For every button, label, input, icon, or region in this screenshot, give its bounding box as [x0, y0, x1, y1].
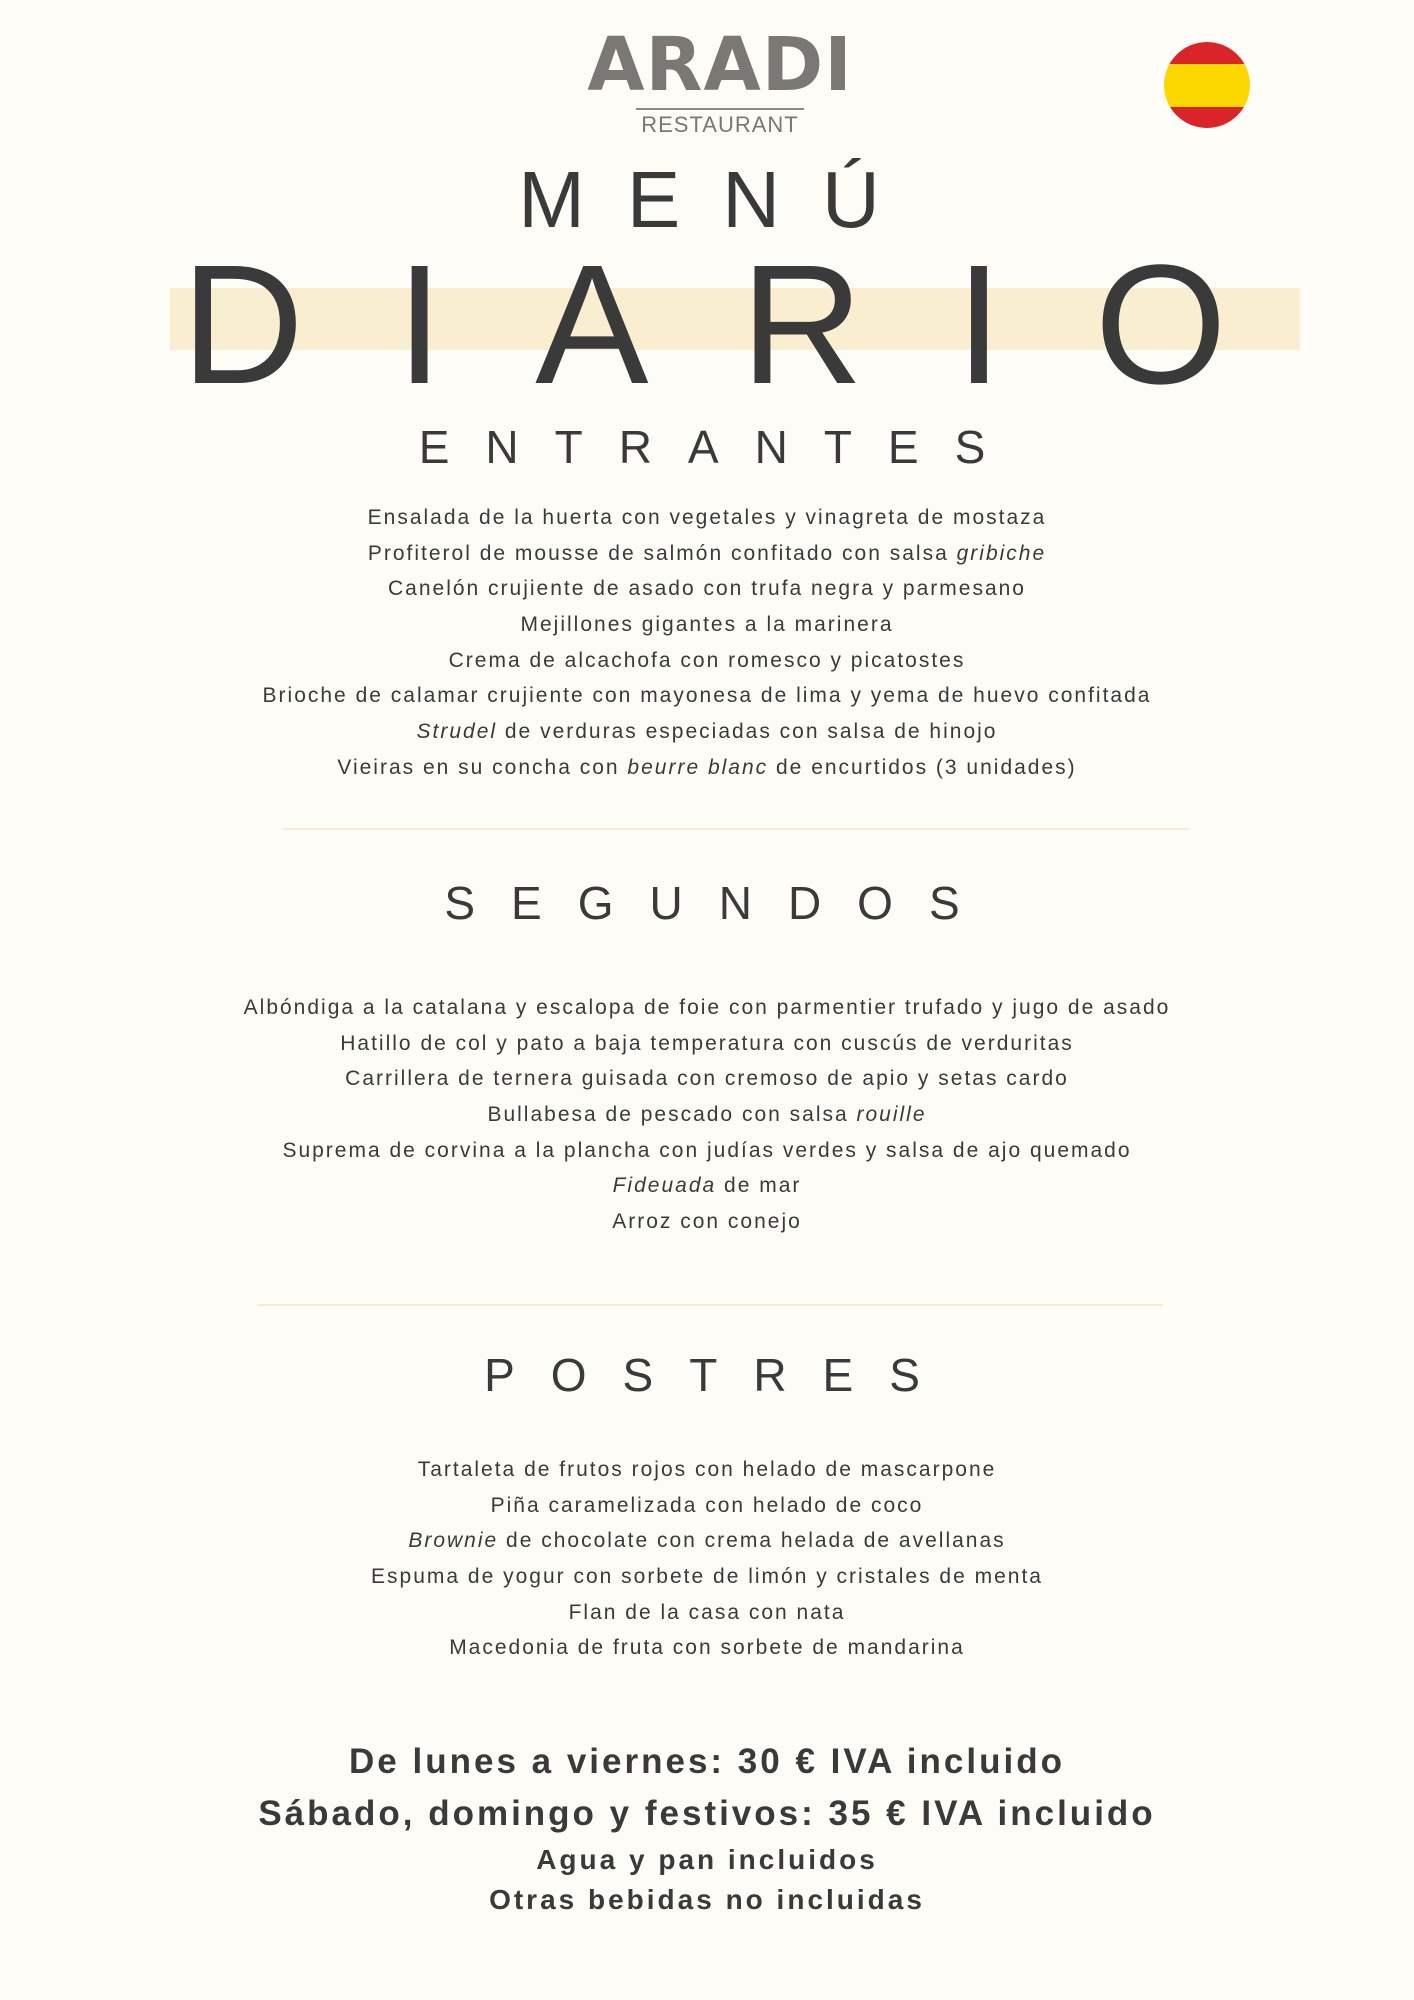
menu-item: Brownie de chocolate con crema helada de avellanas [408, 1529, 1006, 1553]
logo-wordmark: ARADI [587, 22, 853, 108]
menu-item: Vieiras en su concha con beurre blanc de encurtidos (3 unidades) [337, 755, 1077, 779]
menu-item: Macedonia de fruta con sorbete de mandarina [449, 1636, 965, 1660]
menu-item: Albóndiga a la catalana y escalopa de foie con parmentier trufado y jugo de asado [243, 996, 1171, 1019]
menu-item: Espuma de yogur con sorbete de limón y cristales de menta [371, 1565, 1043, 1589]
menu-item: Suprema de corvina a la plancha con judías verdes y salsa de ajo quemado [282, 1138, 1132, 1162]
entrantes-list [0, 500, 1414, 786]
menu-item: Canelón crujiente de asado con trufa negra y parmesano [387, 577, 1026, 601]
title-menu: MENÚ [518, 155, 922, 244]
menu-item: Carrillera de ternera guisada con cremoso de apio y setas cardo [345, 1067, 1069, 1091]
menu-item: Hatillo de col y pato a baja temperatura con cuscús de verduritas [340, 1031, 1074, 1055]
included-note: Agua y pan incluidos [536, 1844, 878, 1875]
menu-item: Fideuada de mar [612, 1174, 802, 1198]
segundos-list [0, 990, 1414, 1240]
menu-item: Brioche de calamar crujiente con mayonesa de lima y yema de huevo confitada [262, 684, 1152, 708]
flag-stripe-middle [1164, 64, 1250, 107]
menu-item: Crema de alcachofa con romesco y picatostes [448, 648, 966, 672]
menu-item: Mejillones gigantes a la marinera [520, 613, 894, 637]
menu-item: Ensalada de la huerta con vegetales y vinagreta de mostaza [367, 506, 1047, 529]
logo-subtitle: RESTAURANT [641, 112, 799, 137]
menu-item: Tartaleta de frutos rojos con helado de mascarpone [417, 1458, 997, 1481]
menu-item: Piña caramelizada con helado de coco [490, 1493, 924, 1517]
price-weekday: De lunes a viernes: 30 € IVA incluido [349, 1742, 1065, 1781]
menu-item: Bullabesa de pescado con salsa rouille [487, 1103, 927, 1127]
spain-flag-icon [1164, 42, 1250, 128]
section-title-segundos: SEGUNDOS [444, 877, 996, 929]
menu-item: Flan de la casa con nata [568, 1600, 846, 1624]
section-divider [283, 828, 1189, 830]
menu-item: Arroz con conejo [612, 1210, 802, 1234]
section-title-postres: POSTRES [484, 1349, 956, 1401]
title-diario: DIARIO [181, 230, 1319, 420]
menu-item: Profiterol de mousse de salmón confitado con salsa gribiche [367, 541, 1047, 565]
menu-item: Strudel de verduras especiadas con salsa de hinojo [416, 720, 998, 744]
price-weekend: Sábado, domingo y festivos: 35 € IVA incluido [258, 1794, 1156, 1833]
excluded-note: Otras bebidas no incluidas [489, 1884, 925, 1915]
postres-list [0, 1452, 1414, 1666]
section-title-entrantes: ENTRANTES [418, 421, 1022, 473]
section-divider [257, 1304, 1163, 1306]
logo-divider [636, 108, 804, 110]
